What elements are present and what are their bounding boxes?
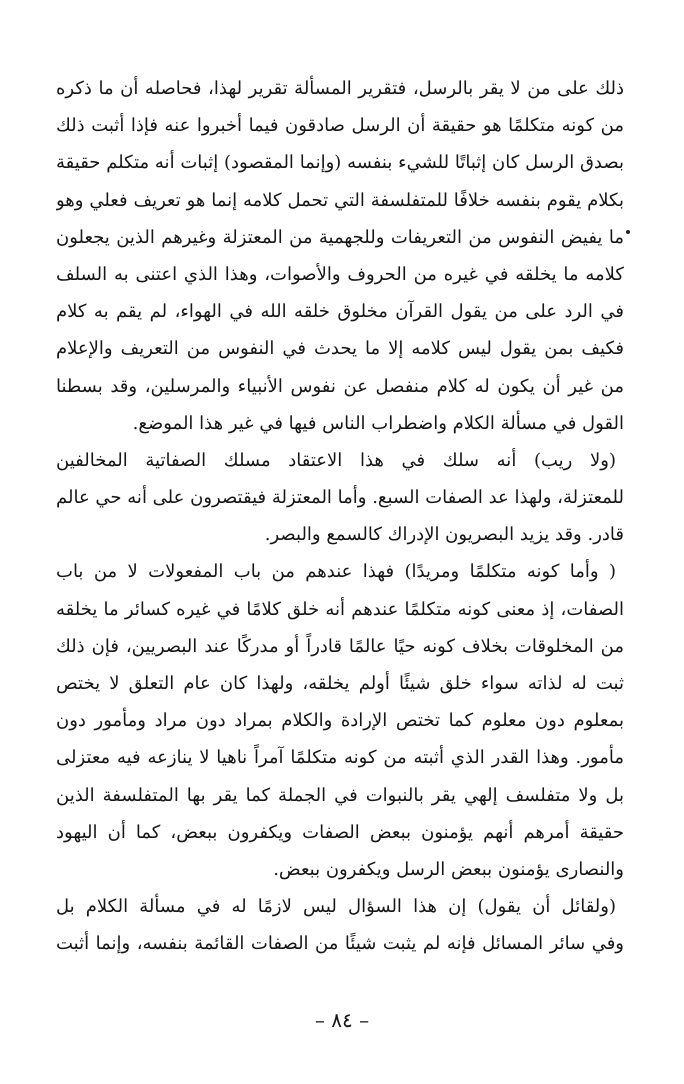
text-line: بكلام يقوم بنفسه خلافًا للمتفلسفة التي تحمل كلامه إنما هو تعريف فعلي وهو (56, 189, 624, 211)
text-line: من كونه متكلمًا هو حقيقة أن الرسل صادقون فيما أخبروا عنه فإذا أثبت ذلك (56, 115, 624, 137)
text-line: بمعلوم دون معلوم كما تختص الإرادة والكلام بمراد دون مراد ومأمور دون (56, 710, 624, 732)
text-line: للمعتزلة، ولهذا عد الصفات السبع. وأما المعتزلة فيقتصرون على أنه حي عالم (56, 487, 624, 509)
text-line: وفي سائر المسائل فإنه لم يثبت شيئًا من الصفات القائمة بنفسه، وإنما أثبت (56, 933, 624, 955)
text-line: ذلك على من لا يقر بالرسل، فتقرير المسألة تقرير لهذا، فحاصله أن ما ذكره (56, 78, 624, 99)
text-line: بل ولا متفلسف إلهي يقر بالنبوات في الجملة كما يقر بها المتفلسفة الذين (56, 784, 624, 806)
text-line: مأمور. وهذا القدر الذي أثبته من كونه متكلمًا آمراً ناهيا لا ينازعه فيه معتزلى (56, 747, 624, 769)
text-line: القول في مسألة الكلام واضطراب الناس فيها في غير هذا الموضع. (132, 412, 624, 434)
text-line: بصدق الرسل كان إثباتًا للشيء بنفسه (وإنما المقصود) إثبات أنه متكلم حقيقة (56, 152, 624, 174)
text-line: (ولا ريب) أنه سلك في هذا الاعتقاد مسلك الصفاتية المخالفين (56, 449, 616, 471)
page-number: – ٨٤ – (314, 1008, 370, 1032)
text-line: فكيف بمن يقول ليس كلامه إلا ما يحدث في النفوس من التعريف والإعلام (56, 338, 624, 360)
text-line: حقيقة أمرهم أنهم يؤمنون ببعض الصفات ويكفرون ببعض، كما أن اليهود (56, 821, 624, 843)
text-line: ( وأما كونه متكلمًا ومريدًا) فهذا عندهم من باب المفعولات لا من باب (56, 561, 616, 583)
text-line: والنصارى يؤمنون ببعض الرسل ويكفرون ببعض. (273, 858, 624, 880)
text-line: ما يفيض النفوس من التعريفات وللجهمية من المعتزلة وغيرهم الذين يجعلون (56, 226, 624, 248)
text-line: في الرد على من يقول القرآن مخلوق خلقه الله في الهواء، لم يقم به كلام (56, 301, 624, 323)
text-line: قادر. وقد يزيد البصريون الإدراك كالسمع والبصر. (264, 524, 624, 546)
text-line: (ولقائل أن يقول) إن هذا السؤال ليس لازمًا له في مسألة الكلام بل (56, 896, 616, 918)
text-line: ثبت له لذاته سواء خلق شيئًا أولم يخلقه، ولهذا كان عام التعلق لا يختص (56, 673, 624, 694)
margin-dot (626, 230, 630, 234)
text-line: الصفات، إذ معنى كونه متكلمًا عندهم أنه خلق كلامًا في غيره كسائر ما يخلقه (56, 598, 624, 620)
body-text (56, 70, 624, 963)
text-line: من غير أن يكون له كلام منفصل عن نفوس الأنبياء والمرسلين، وقد بسطنا (56, 375, 624, 397)
text-line: من المخلوقات بخلاف كونه حيًا عالمًا قادراً أو مدركًا عند البصريين، فإن ذلك (56, 635, 624, 657)
text-line: كلامه ما يخلقه في غيره من الحروف والأصوات، وهذا الذي اعتنى به السلف (56, 263, 624, 285)
